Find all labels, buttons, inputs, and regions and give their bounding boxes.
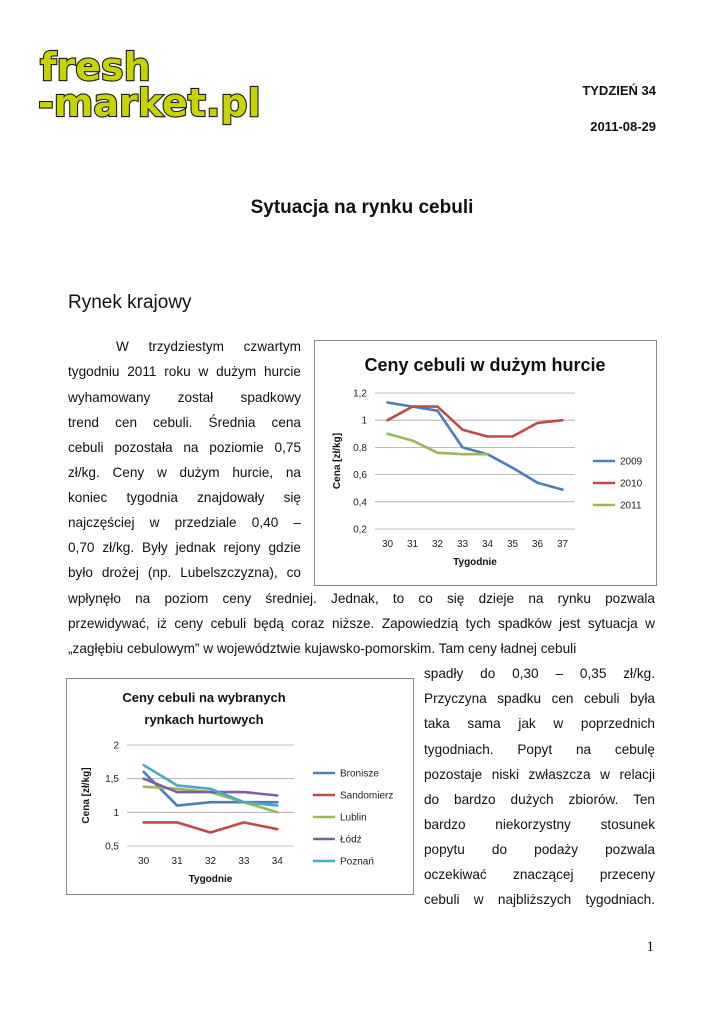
fresh-market-logo — [38, 44, 268, 126]
text-line: bardzo niekorzystny stosunek — [424, 817, 655, 832]
report-date: 2011-08-29 — [590, 119, 656, 134]
series-line-1 — [144, 822, 278, 832]
x-tick-label: 30 — [381, 539, 394, 550]
text-line: zł/kg. Ceny w dużym hurcie, na — [68, 465, 301, 480]
y-tick-label: 2 — [113, 740, 119, 752]
legend-entry: Łódź — [340, 834, 362, 846]
week-label: TYDZIEŃ 34 — [582, 83, 656, 98]
text-line: do bardzo dużych zbiorów. Ten — [424, 792, 655, 807]
y-tick-label: 1 — [361, 415, 367, 427]
legend-entry: Poznań — [340, 856, 374, 868]
series-line-1 — [388, 407, 563, 437]
legend-entry: 2009 — [620, 456, 643, 468]
text-line: tygodniach. Popyt na cebulę — [424, 742, 655, 757]
x-tick-label: 37 — [556, 539, 569, 550]
text-line: przewidywać, iż ceny cebuli będą coraz niższe. Zapowiedzią tych spadków jest sytuacja w — [68, 616, 655, 631]
text-line: 0,70 zł/kg. Były jednak rejony gdzie — [68, 540, 301, 555]
text-line: pozostaje niski zwłaszcza w relacji — [424, 767, 655, 782]
text-line: było drożej (np. Lubelszczyzna), co — [68, 565, 301, 580]
series-line-0 — [388, 403, 563, 490]
x-tick-label: 33 — [238, 856, 250, 867]
legend-entry: 2010 — [620, 478, 643, 490]
x-tick-label: 31 — [171, 856, 183, 867]
y-tick-label: 0,5 — [105, 841, 119, 853]
chart-title-line: Ceny cebuli na wybranych — [122, 690, 286, 705]
y-axis-label: Cena [zł/kg] — [332, 432, 343, 490]
text-line: taka sama jak w poprzednich — [424, 716, 655, 731]
y-tick-label: 1,2 — [353, 388, 367, 400]
text-line: tygodniu 2011 roku w dużym hurcie — [68, 364, 301, 379]
x-tick-label: 31 — [406, 539, 419, 550]
y-tick-label: 1 — [113, 807, 119, 819]
page-number: 1 — [646, 939, 654, 955]
x-axis-label: Tygodnie — [453, 557, 497, 568]
x-tick-label: 32 — [431, 539, 444, 550]
text-line: wpłynęło na poziom ceny średniej. Jednak, to co się dzieje na rynku pozwala — [68, 591, 655, 606]
text-line: spadły do 0,30 – 0,35 zł/kg. — [424, 666, 655, 681]
chart-market-prices — [66, 678, 414, 895]
page-title: Sytuacja na rynku cebuli — [250, 197, 474, 218]
text-line: koniec tygodnia znajdowały się — [68, 490, 301, 505]
x-tick-label: 33 — [456, 539, 469, 550]
x-tick-label: 34 — [271, 856, 283, 867]
legend-entry: Lublin — [340, 812, 367, 824]
chart-market-prices-svg — [67, 679, 413, 894]
y-tick-label: 0,8 — [353, 442, 367, 454]
chart-title: Ceny cebuli w dużym hurcie — [364, 355, 606, 375]
y-axis-label: Cena [zł/kg] — [81, 767, 92, 824]
text-line: Przyczyna spadku cen cebuli była — [424, 691, 655, 706]
text-line: „zagłębiu cebulowym” w województwie kujawsko-pomorskim. Tam ceny ładnej cebuli — [68, 641, 577, 656]
logo-line1: fresh — [40, 45, 151, 89]
y-tick-label: 0,2 — [353, 524, 367, 536]
legend-entry: Sandomierz — [340, 790, 394, 802]
text-line: cebuli w najbliższych tygodniach. — [424, 892, 655, 907]
y-tick-label: 0,4 — [353, 497, 367, 509]
x-tick-label: 35 — [506, 539, 519, 550]
text-line: popytu do podaży pozwala — [424, 842, 655, 857]
text-line: wyhamowany został spadkowy — [68, 390, 301, 405]
x-axis-label: Tygodnie — [188, 874, 233, 885]
y-tick-label: 1,5 — [105, 774, 119, 786]
y-tick-label: 0,6 — [353, 470, 367, 482]
legend-entry: Bronisze — [340, 768, 379, 780]
logo-line2: -market.pl — [38, 81, 261, 125]
x-tick-label: 34 — [481, 539, 494, 550]
chart-title-line: rynkach hurtowych — [144, 712, 264, 727]
text-line: oczekiwać znaczącej przeceny — [424, 867, 655, 882]
text-line: trend cen cebuli. Średnia cena — [68, 415, 301, 430]
x-tick-label: 32 — [204, 856, 217, 867]
text-line: cebuli pozostała na poziomie 0,75 — [68, 440, 301, 455]
x-tick-label: 30 — [138, 856, 150, 867]
text-line: W trzydziestym czwartym — [116, 339, 301, 354]
legend-entry: 2011 — [620, 500, 642, 512]
text-line: najczęściej w przedziale 0,40 – — [68, 515, 301, 530]
section-heading: Rynek krajowy — [68, 292, 192, 313]
chart-wholesale-prices-svg — [315, 341, 656, 585]
chart-wholesale-prices — [314, 340, 657, 586]
x-tick-label: 36 — [531, 539, 544, 550]
